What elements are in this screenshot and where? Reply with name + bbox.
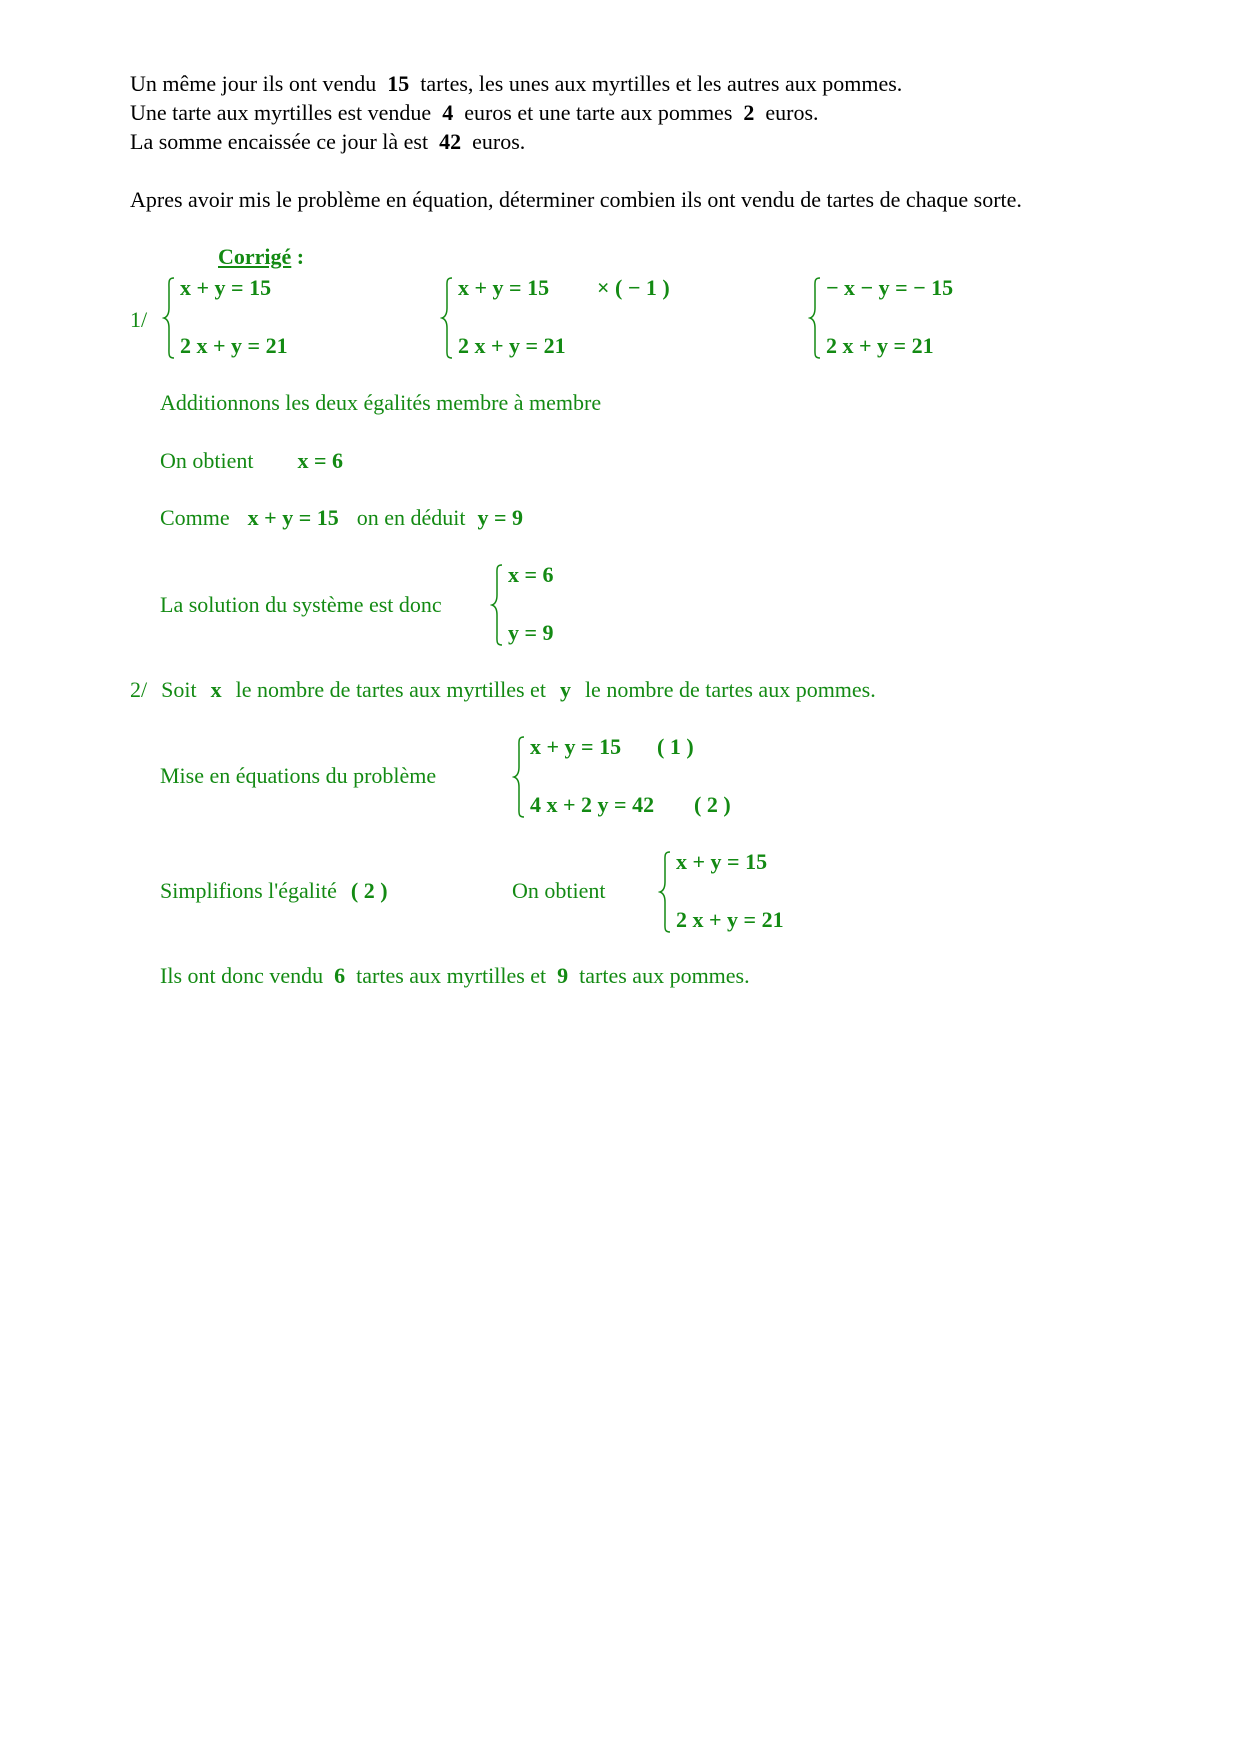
- simplified-eq1: x + y = 15: [676, 849, 768, 874]
- part1-label: 1/: [130, 307, 148, 332]
- system-3-eq2: 2 x + y = 21: [826, 333, 934, 358]
- system-1: [162, 275, 342, 361]
- solution-eq2: y = 9: [508, 620, 554, 645]
- system-3-eq1: − x − y = − 15: [826, 275, 954, 300]
- setup-system: [512, 734, 772, 820]
- left-brace-icon: [162, 275, 176, 361]
- part2-label: 2/: [130, 677, 148, 702]
- system-2-multiplier: × ( − 1 ): [597, 275, 670, 300]
- blueberry-price: 4: [442, 100, 454, 125]
- step-add: Additionnons les deux égalités membre à membre: [160, 390, 602, 415]
- system-2-eq1: x + y = 15: [458, 275, 550, 300]
- step-obtain: On obtient x = 6: [160, 448, 344, 473]
- setup-ref2: ( 2 ): [694, 792, 731, 817]
- simplify-obtain: On obtient: [512, 878, 606, 903]
- left-brace-icon: [658, 849, 672, 935]
- left-brace-icon: [512, 734, 526, 820]
- setup-ref1: ( 1 ): [657, 734, 694, 759]
- solution-system: [490, 562, 610, 648]
- left-brace-icon: [490, 562, 504, 648]
- simplified-eq2: 2 x + y = 21: [676, 907, 784, 932]
- setup-eq2: 4 x + 2 y = 42: [530, 792, 655, 817]
- simplify-label: Simplifions l'égalité ( 2 ): [160, 878, 388, 903]
- conclusion: Ils ont donc vendu 6 tartes aux myrtilles et 9 tartes aux pommes.: [160, 963, 750, 988]
- correction-title: Corrigé :: [218, 244, 305, 269]
- setup-eq1: x + y = 15: [530, 734, 622, 759]
- system-2-eq2: 2 x + y = 21: [458, 333, 566, 358]
- part2-intro: 2/ Soit x le nombre de tartes aux myrtilles et y le nombre de tartes aux pommes.: [130, 677, 876, 702]
- total-amount: 42: [439, 129, 462, 154]
- left-brace-icon: [808, 275, 822, 361]
- statement-line-2: Une tarte aux myrtilles est vendue 4 euros et une tarte aux pommes 2 euros.: [130, 100, 819, 125]
- statement-line-1: Un même jour ils ont vendu 15 tartes, les unes aux myrtilles et les autres aux pommes.: [130, 71, 903, 96]
- left-brace-icon: [440, 275, 454, 361]
- apple-price: 2: [743, 100, 755, 125]
- system-1-eq1: x + y = 15: [180, 275, 272, 300]
- simplified-system: [658, 849, 838, 935]
- system-2: [440, 275, 700, 361]
- statement-line-3: La somme encaissée ce jour là est 42 euros.: [130, 129, 526, 154]
- solution-eq1: x = 6: [508, 562, 554, 587]
- system-1-eq2: 2 x + y = 21: [180, 333, 288, 358]
- solution-label: La solution du système est donc: [160, 592, 442, 617]
- system-3: [808, 275, 1008, 361]
- y-value: y = 9: [477, 505, 524, 530]
- tart-count: 15: [387, 71, 410, 96]
- x-value: x = 6: [297, 448, 344, 473]
- setup-label: Mise en équations du problème: [160, 763, 437, 788]
- step-deduce: Comme x + y = 15 on en déduit y = 9: [160, 505, 524, 530]
- question: Apres avoir mis le problème en équation, déterminer combien ils ont vendu de tartes de chaque sorte.: [130, 187, 1022, 212]
